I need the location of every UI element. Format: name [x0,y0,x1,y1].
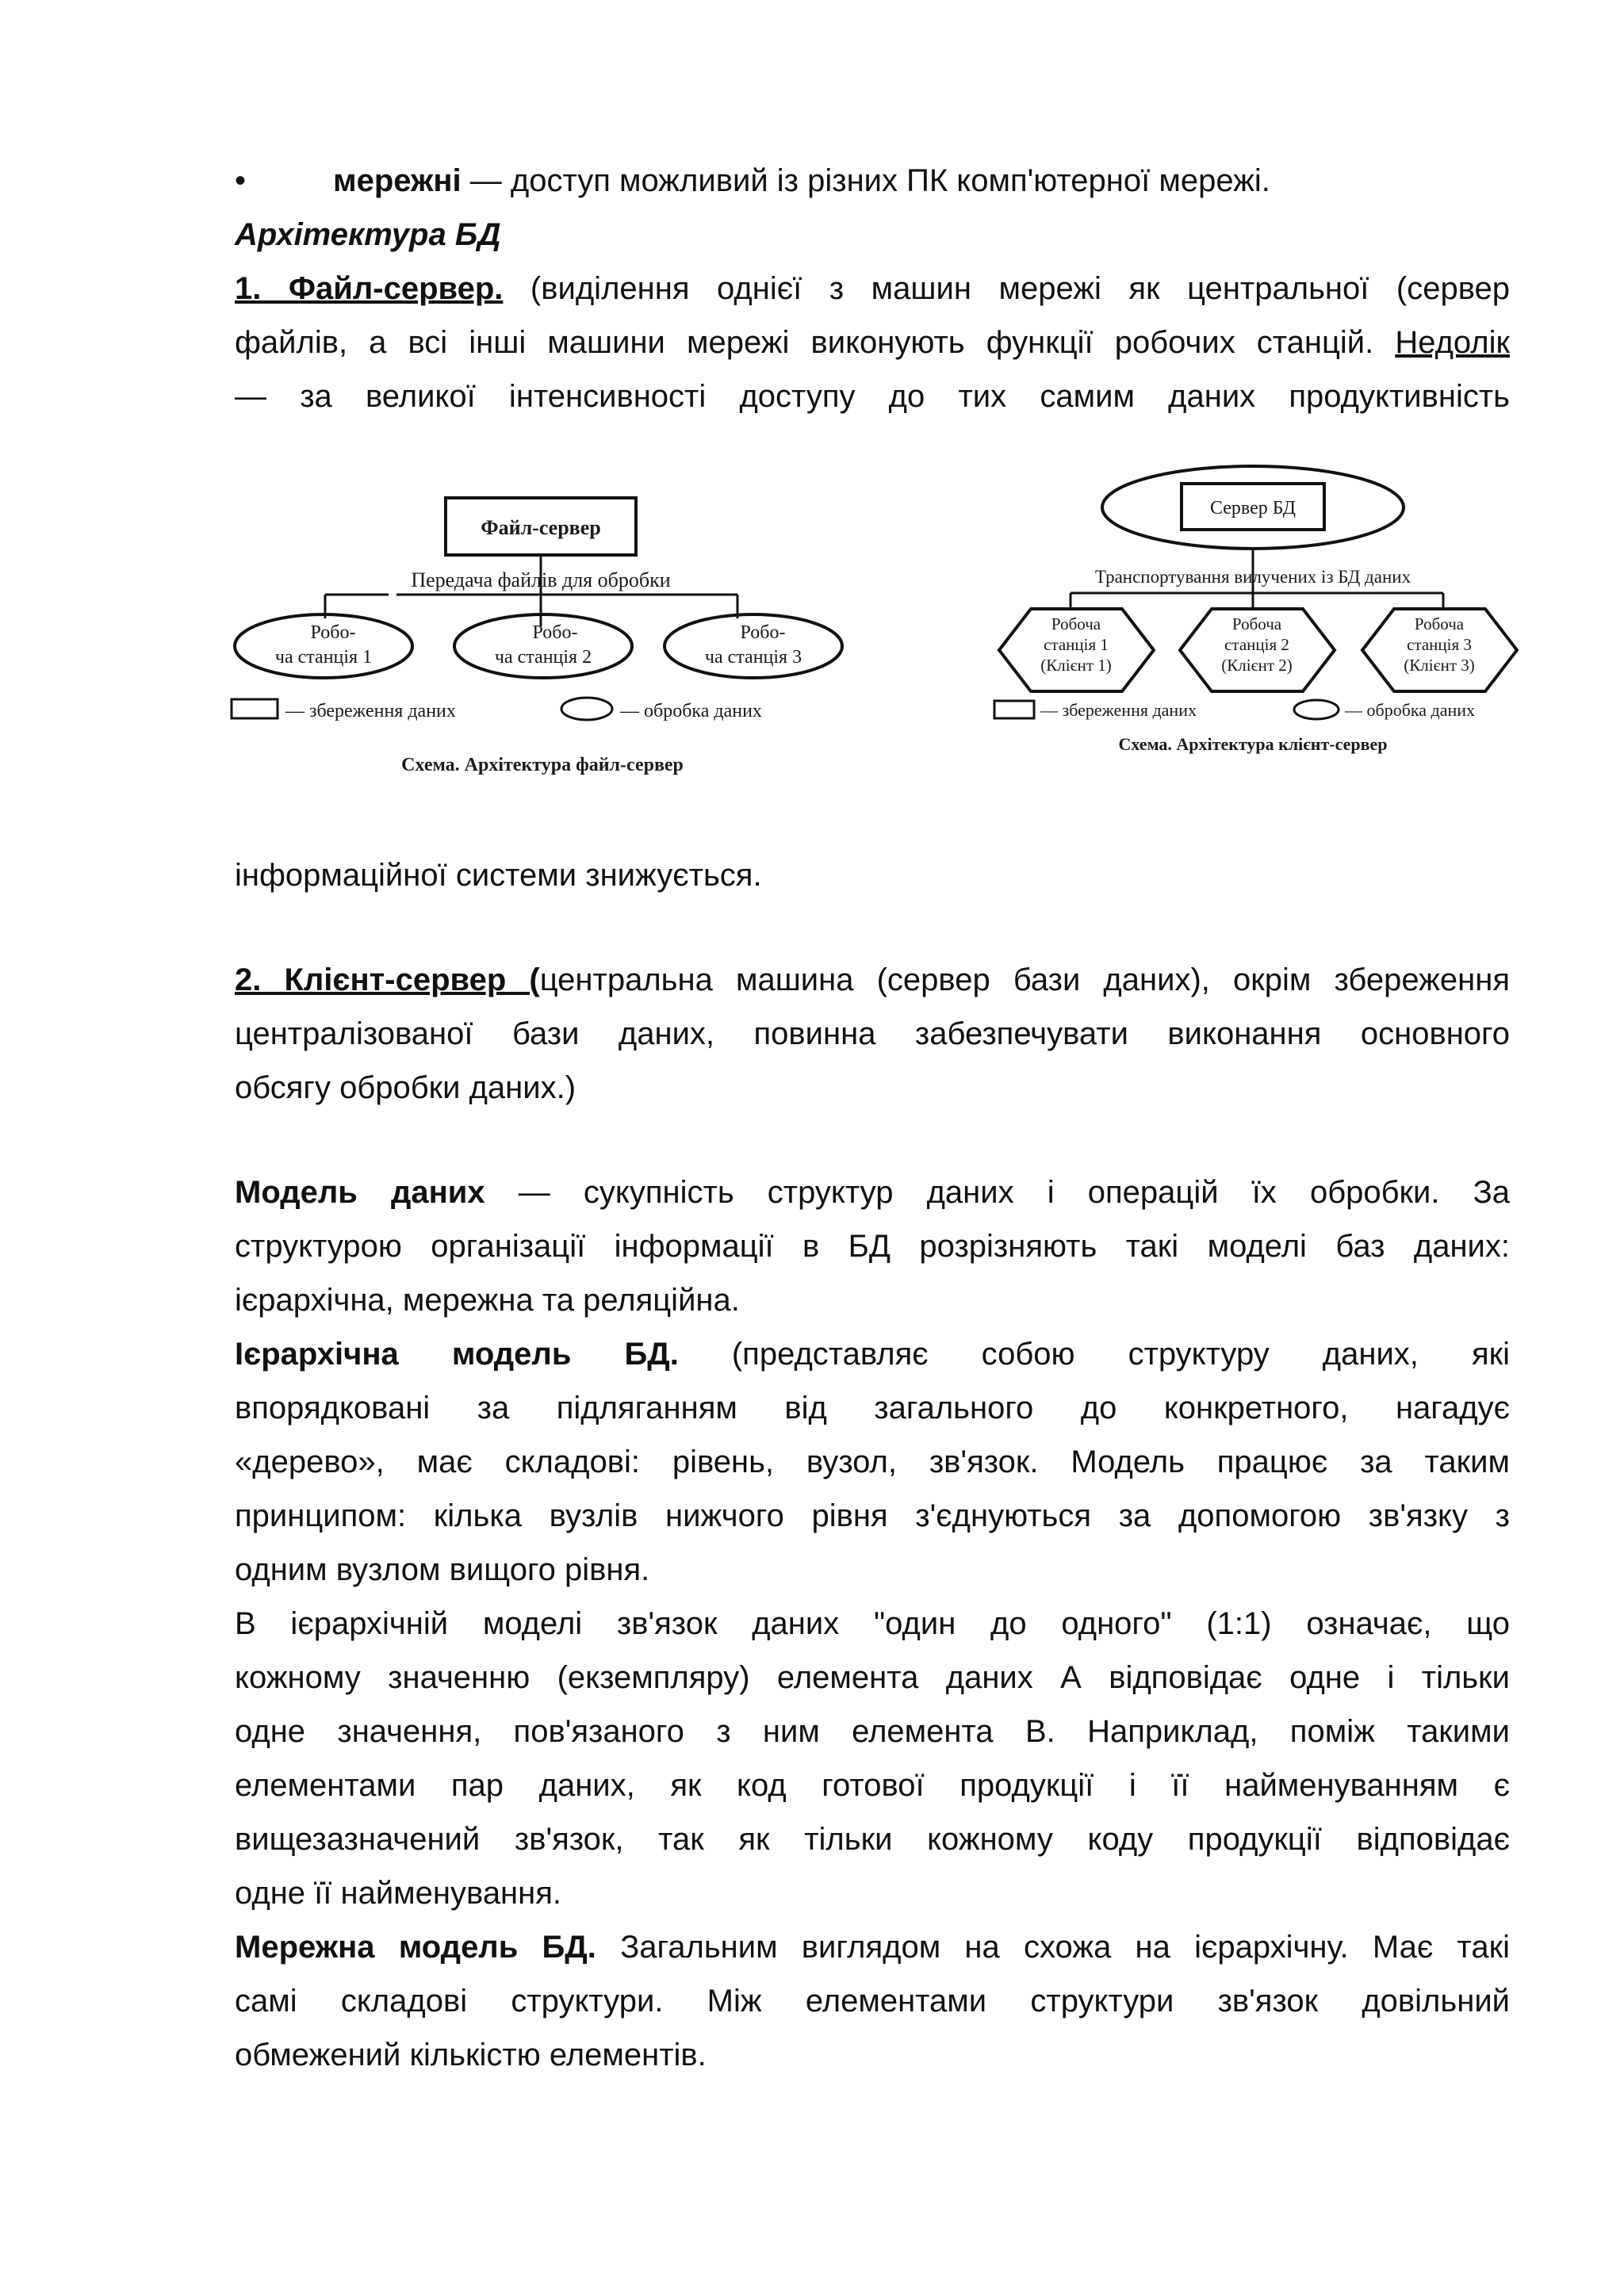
file-server-line-2 [235,323,1510,362]
client-server-diagram [983,460,1538,777]
hierarchical-line-3: «дерево», має складові: рівень, вузол, зв'язок. Модель працює за таким [235,1445,1510,1479]
client-server-caption: Схема. Архітектура клієнт-сервер [1118,734,1388,754]
station-3-line1: Робо- [740,622,786,643]
client-3-line1: Робоча [1414,614,1465,633]
legend-processing-label: — обробка даних [620,701,762,721]
legend-storage-box-2 [994,701,1034,718]
client-server-text: центральна машина (сервер бази даних), окрім збереження [539,962,1510,997]
station-1-line1: Робо- [310,622,356,643]
one-to-one-line-4: елементами пар даних, як код готової продукції і її найменуванням є [235,1768,1510,1803]
station-3-line2: ча станція 3 [704,647,802,668]
server-db-label: Сервер БД [1209,498,1297,519]
client-2-line2: станція 2 [1224,635,1289,654]
network-line-2: самі складові структури. Між елементами структури зв'язок довільний [235,1984,1510,2019]
client-server-line-1 [235,961,1510,999]
file-server-text-2: файлів, а всі інші машини мережі виконують функції робочих станцій. [235,325,1396,360]
drawback-word: Недолік [1395,325,1510,360]
station-2-line1: Робо- [532,622,578,643]
hierarchical-line-2: впорядковані за підляганням від загального до конкретного, нагадує [235,1391,1510,1425]
file-server-line-1 [235,270,1510,308]
client-2-line3: (Клієнт 2) [1221,656,1293,675]
one-to-one-line-1: В ієрархічній моделі зв'язок даних "один до одного" (1:1) означає, що [235,1606,1510,1641]
hierarchical-text: (представляє собою структуру даних, які [678,1337,1510,1372]
client-server-title: 2. Клієнт-сервер ( [235,962,540,997]
transfer-label: Передача файлів для обробки [411,568,671,591]
bullet-text: — доступ можливий із різних ПК комп'ютерної мережі. [461,163,1270,198]
file-server-diagram [230,476,848,793]
file-server-line-4: інформаційної системи знижується. [235,858,762,893]
one-to-one-line-3: одне значення, пов'язаного з ним елемента В. Наприклад, поміж такими [235,1714,1510,1749]
hierarchical-line-1 [235,1335,1510,1373]
data-model-text: — сукупність структур даних і операцій їх обробки. За [485,1175,1511,1210]
legend-storage-label-2: — збереження даних [1040,700,1197,720]
file-server-title: 1. Файл-сервер. [235,271,504,306]
network-line-3: обмежений кількістю елементів. [235,2038,707,2072]
client-3-line3: (Клієнт 3) [1404,656,1475,675]
bullet-marker: • [235,163,247,198]
hierarchical-term: Ієрархічна модель БД. [235,1337,679,1372]
bullet-networked [333,162,1507,200]
data-model-line-3: ієрархічна, мережна та реляційна. [235,1283,740,1318]
data-model-line-1 [235,1173,1510,1211]
legend-storage-box [232,699,278,718]
data-model-line-2: структурою організації інформації в БД розрізняють такі моделі баз даних: [235,1229,1510,1264]
server-label: Файл-сервер [481,516,601,539]
network-line-1 [235,1928,1510,1966]
client-server-line-3: обсягу обробки даних.) [235,1070,576,1105]
transport-label: Транспортування вилучених із БД даних [1094,567,1411,587]
legend-processing-ellipse-2 [1294,700,1339,719]
legend-storage-label: — збереження даних [285,701,456,721]
client-server-line-2: централізованої бази даних, повинна забезпечувати виконання основного [235,1016,1510,1051]
client-3-line2: станція 3 [1407,635,1472,654]
one-to-one-line-5: вищезазначений зв'язок, так як тільки кожному коду продукції відповідає [235,1822,1510,1857]
hierarchical-line-4: принципом: кілька вузлів нижчого рівня з'єднуються за допомогою зв'язку з [235,1498,1510,1533]
network-text: Загальним виглядом на схожа на ієрархічну. Має такі [596,1930,1510,1965]
one-to-one-line-2: кожному значенню (екземпляру) елемента даних А відповідає одне і тільки [235,1660,1510,1695]
client-1-line2: станція 1 [1044,635,1109,654]
station-2-line2: ча станція 2 [494,647,592,668]
data-model-term: Модель даних [235,1175,485,1210]
bullet-term: мережні [333,163,462,198]
file-server-caption: Схема. Архітектура файл-сервер [401,755,684,775]
client-1-line1: Робоча [1051,614,1101,633]
station-1-line2: ча станція 1 [274,647,373,668]
legend-processing-ellipse [561,698,612,720]
file-server-text: (виділення однієї з машин мережі як центральної (сервер [503,271,1510,306]
hierarchical-line-5: одним вузлом вищого рівня. [235,1552,650,1587]
architecture-heading: Архітектура БД [235,217,501,252]
client-1-line3: (Клієнт 1) [1040,656,1112,675]
network-term: Мережна модель БД. [235,1930,596,1965]
one-to-one-line-6: одне її найменування. [235,1876,562,1911]
client-2-line1: Робоча [1231,614,1282,633]
file-server-line-3: — за великої інтенсивності доступу до тих самим даних продуктивність [235,379,1510,414]
legend-processing-label-2: — обробка даних [1345,700,1476,720]
